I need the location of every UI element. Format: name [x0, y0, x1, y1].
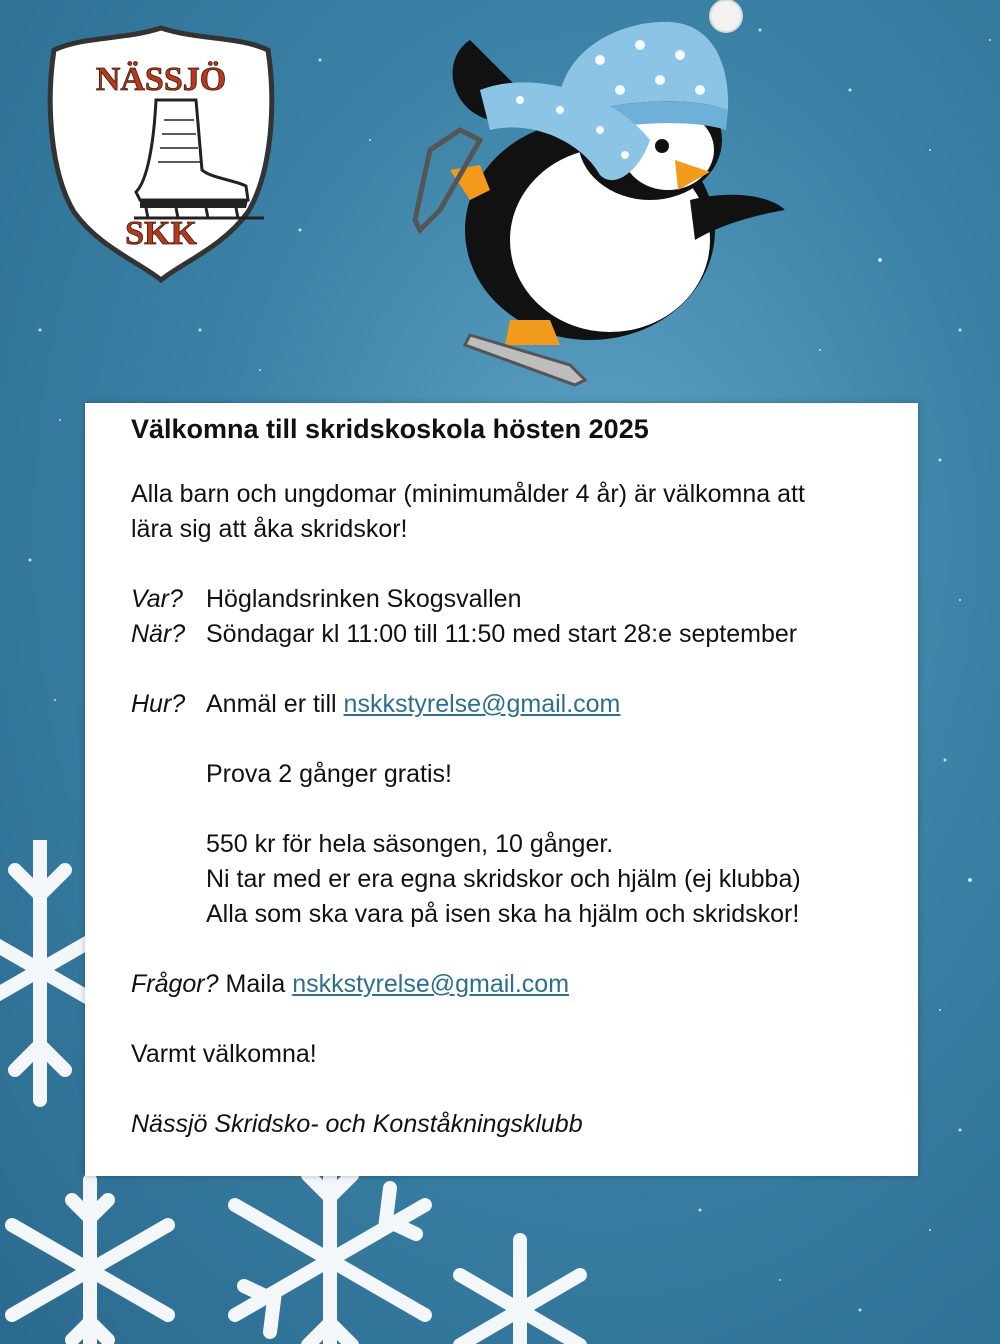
intro-line-1: Alla barn och ungdomar (minimumålder 4 år) är välkomna att — [131, 480, 805, 508]
penguin-mascot — [410, 0, 810, 390]
how-row — [131, 687, 620, 722]
signature-text: Nässjö Skridsko- och Konståkningsklubb — [131, 1110, 583, 1138]
questions-text: Maila — [225, 970, 286, 998]
notice-title: Välkomna till skridskoskola hösten 2025 — [131, 414, 649, 444]
when-value: Söndagar kl 11:00 till 11:50 med start 28:e september — [206, 620, 798, 648]
notice-content — [131, 411, 911, 1138]
club-logo — [44, 22, 278, 286]
how-label: Hur? — [131, 690, 186, 718]
where-label: Var? — [131, 585, 183, 613]
questions-row — [131, 967, 569, 1002]
equipment-text: Ni tar med er era egna skridskor och hjälm (ej klubba) — [206, 865, 801, 893]
signup-email-link[interactable]: nskkstyrelse@gmail.com — [343, 690, 621, 718]
notice-card — [85, 403, 918, 1176]
when-label: När? — [131, 620, 186, 648]
price-text: 550 kr för hela säsongen, 10 gånger. — [206, 830, 614, 858]
trial-text: Prova 2 gånger gratis! — [206, 760, 452, 788]
closing-text: Varmt välkomna! — [131, 1040, 317, 1068]
intro-line-2: lära sig att åka skridskor! — [131, 515, 408, 543]
logo-top-text: NÄSSJÖ — [95, 61, 227, 98]
when-row — [131, 617, 797, 652]
logo-bottom-text: SKK — [125, 215, 197, 252]
questions-label: Frågor? — [131, 970, 219, 998]
how-text: Anmäl er till — [206, 690, 337, 718]
where-row — [131, 582, 521, 617]
questions-email-link[interactable]: nskkstyrelse@gmail.com — [292, 970, 570, 998]
where-value: Höglandsrinken Skogsvallen — [206, 585, 522, 613]
rule-text: Alla som ska vara på isen ska ha hjälm och skridskor! — [206, 900, 800, 928]
